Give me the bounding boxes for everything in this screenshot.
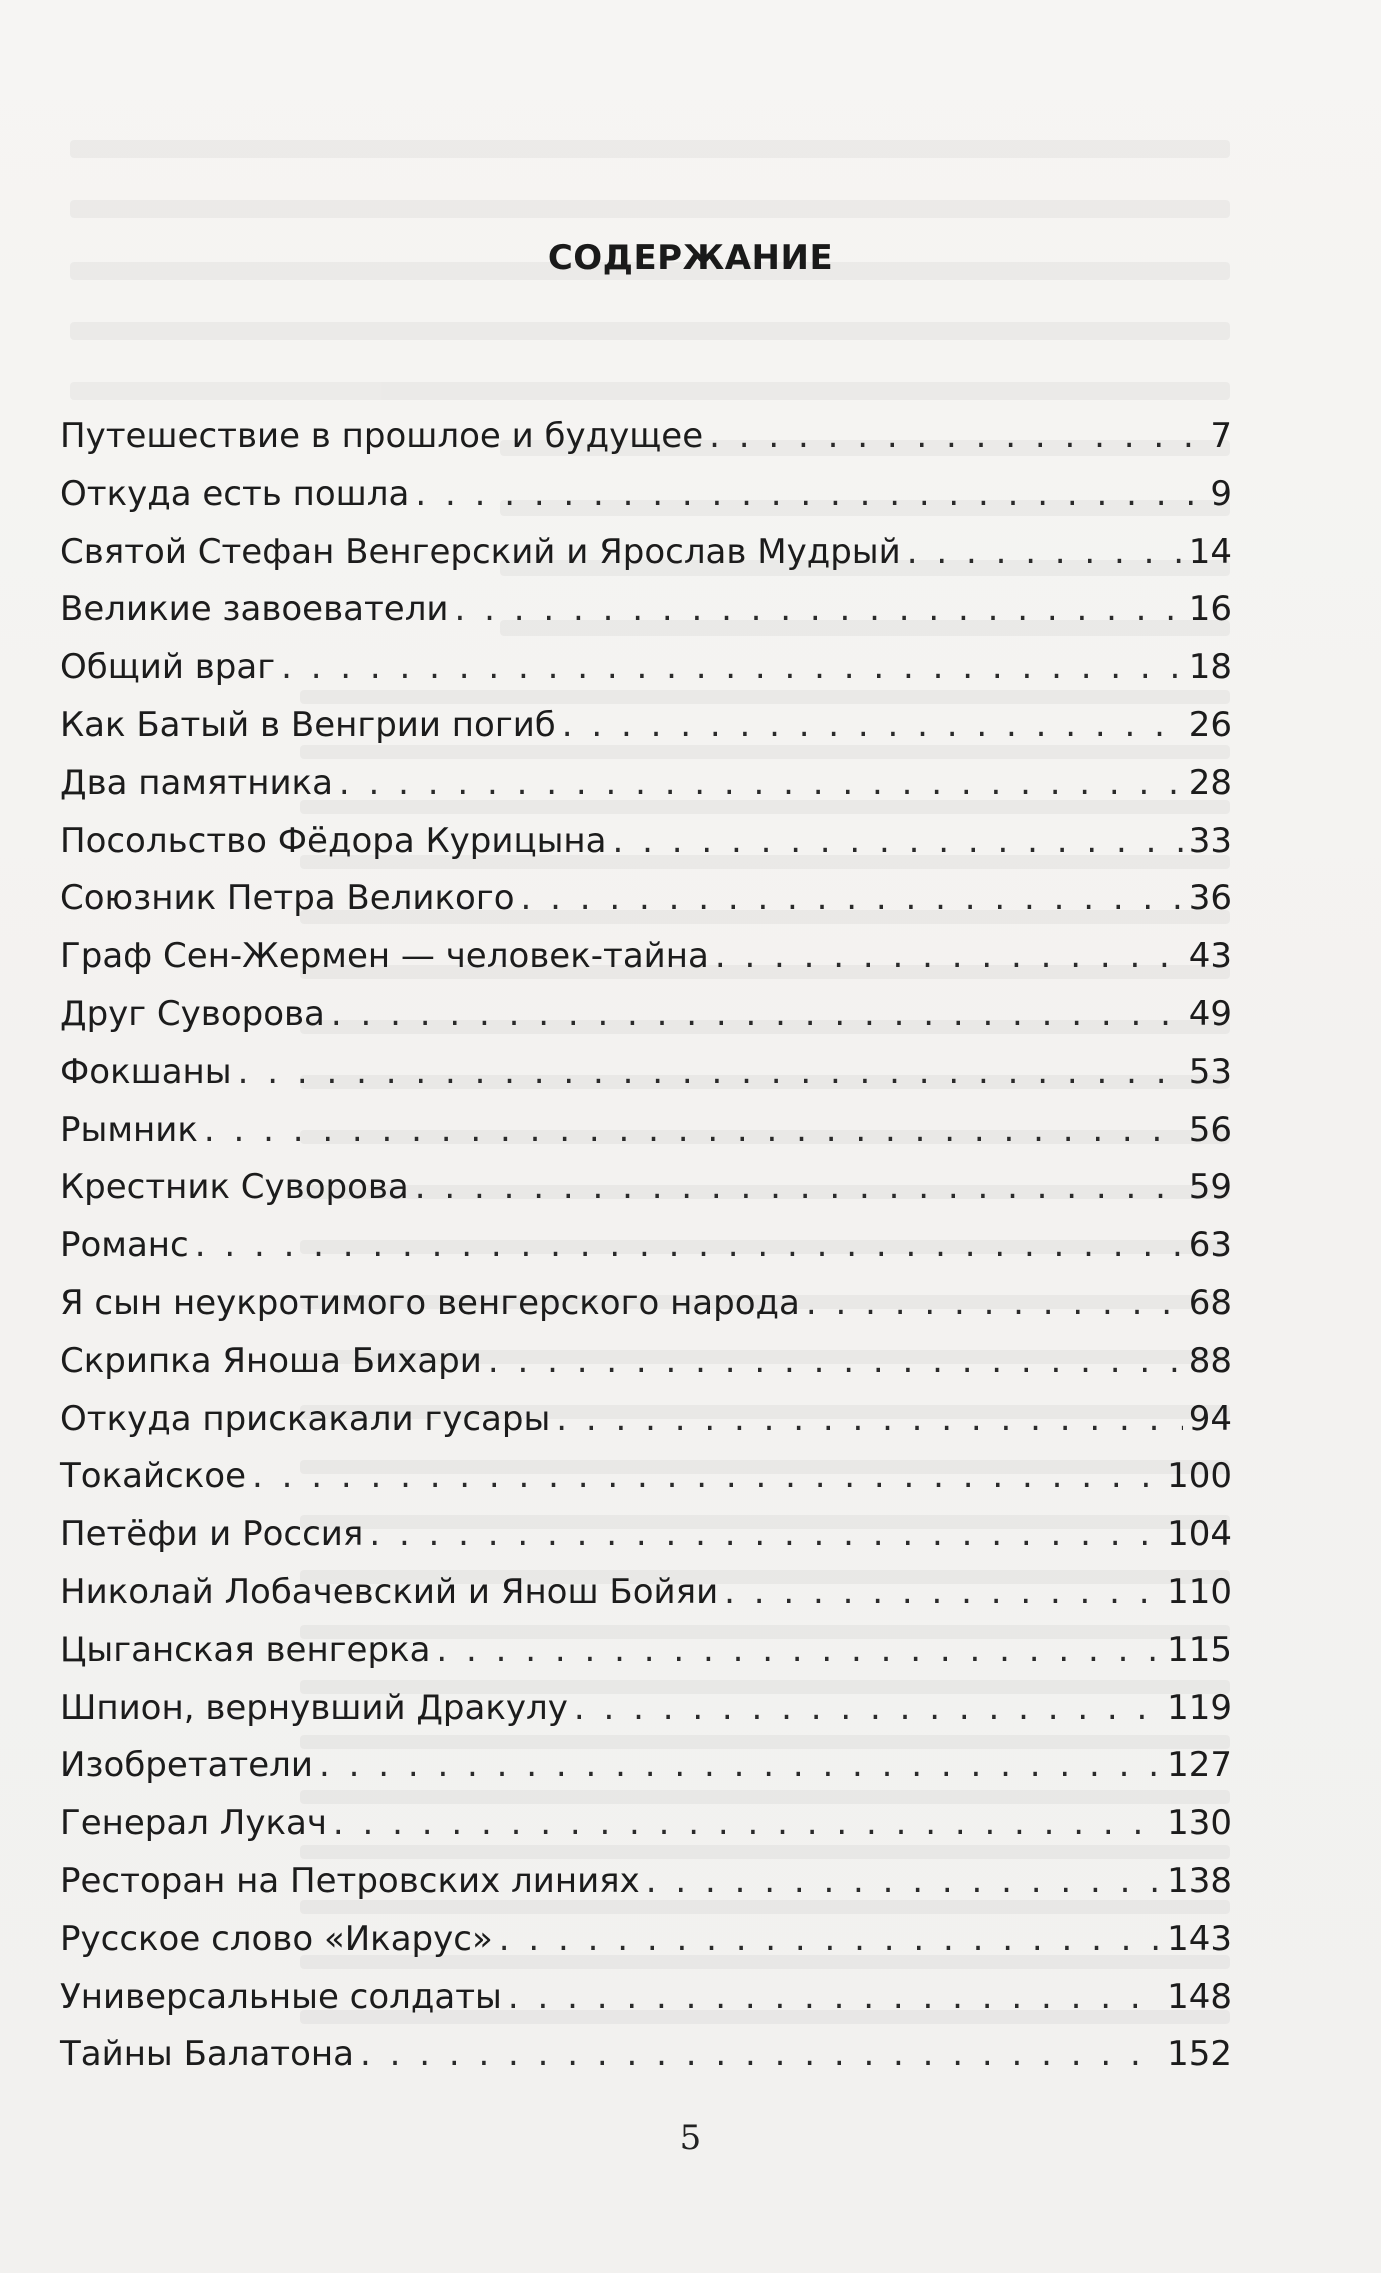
toc-entry-page: 43	[1188, 936, 1232, 977]
toc-entry	[60, 1448, 1232, 1506]
dot-leader	[508, 1969, 1161, 2027]
dot-leader	[562, 697, 1183, 755]
toc-entry-title: Откуда есть пошла	[60, 473, 410, 514]
toc-entry-title: Общий враг	[60, 647, 276, 688]
toc-entry-page: 130	[1167, 1803, 1232, 1844]
page-title: СОДЕРЖАНИЕ	[547, 238, 834, 278]
toc-entry-title: Рымник	[60, 1109, 198, 1150]
dot-leader	[331, 986, 1183, 1044]
toc-entry	[60, 581, 1232, 639]
dot-leader	[195, 1217, 1183, 1275]
toc-entry-page: 53	[1188, 1051, 1232, 1092]
toc-entry-page: 100	[1167, 1456, 1232, 1497]
toc-entry	[60, 408, 1232, 466]
toc-entry-title: Граф Сен-Жермен — человек-тайна	[60, 936, 709, 977]
toc-entry	[60, 2026, 1232, 2084]
toc-entry-title: Ресторан на Петровских линиях	[60, 1860, 640, 1901]
dot-leader	[252, 1448, 1161, 1506]
toc-entry	[60, 1795, 1232, 1853]
dot-leader	[806, 1275, 1183, 1333]
toc-entry-title: Токайское	[60, 1456, 246, 1497]
toc-entry	[60, 813, 1232, 871]
toc-entry-page: 16	[1188, 589, 1232, 630]
dot-leader	[715, 928, 1183, 986]
dot-leader	[455, 581, 1183, 639]
toc-entry-title: Я сын неукротимого венгерского народа	[60, 1282, 800, 1323]
toc-entry-title: Тайны Балатона	[60, 2034, 354, 2075]
toc-entry-title: Крестник Суворова	[60, 1167, 409, 1208]
dot-leader	[556, 1391, 1182, 1449]
dot-leader	[360, 2026, 1161, 2084]
toc-entry	[60, 1680, 1232, 1738]
toc-entry-title: Откуда прискакали гусары	[60, 1398, 551, 1439]
dot-leader	[574, 1680, 1161, 1738]
toc-entry-title: Шпион, вернувший Дракулу	[60, 1687, 568, 1728]
toc-entry	[60, 524, 1232, 582]
toc-entry-title: Фокшаны	[60, 1051, 232, 1092]
toc-entry-page: 18	[1188, 647, 1232, 688]
toc-entry-title: Скрипка Яноша Бихари	[60, 1340, 482, 1381]
toc-entry-title: Русское слово «Икарус»	[60, 1918, 493, 1959]
dot-leader	[319, 1737, 1161, 1795]
table-of-contents	[60, 408, 1232, 2084]
dot-leader	[281, 639, 1183, 697]
toc-entry-title: Генерал Лукач	[60, 1803, 327, 1844]
toc-entry-page: 152	[1167, 2034, 1232, 2075]
toc-entry-page: 59	[1188, 1167, 1232, 1208]
toc-entry	[60, 1737, 1232, 1795]
dot-leader	[339, 755, 1183, 813]
toc-entry	[60, 1391, 1232, 1449]
toc-entry	[60, 1506, 1232, 1564]
toc-entry	[60, 1911, 1232, 1969]
dot-leader	[613, 813, 1183, 871]
toc-entry-title: Как Батый в Венгрии погиб	[60, 704, 556, 745]
toc-entry	[60, 1622, 1232, 1680]
dot-leader	[369, 1506, 1161, 1564]
toc-entry-page: 127	[1167, 1745, 1232, 1786]
toc-entry-page: 26	[1188, 704, 1232, 745]
toc-entry-title: Посольство Фёдора Курицына	[60, 820, 607, 861]
toc-entry-page: 115	[1167, 1629, 1232, 1670]
toc-entry-page: 104	[1167, 1514, 1232, 1555]
toc-entry-page: 94	[1188, 1398, 1232, 1439]
toc-entry-title: Николай Лобачевский и Янош Бойяи	[60, 1571, 719, 1612]
toc-entry-title: Изобретатели	[60, 1745, 313, 1786]
toc-entry-title: Петёфи и Россия	[60, 1514, 364, 1555]
dot-leader	[521, 870, 1183, 928]
toc-entry	[60, 1564, 1232, 1622]
toc-entry	[60, 1853, 1232, 1911]
dot-leader	[709, 408, 1204, 466]
toc-entry	[60, 870, 1232, 928]
toc-entry-page: 9	[1210, 473, 1232, 514]
toc-entry-page: 36	[1188, 878, 1232, 919]
toc-entry	[60, 1217, 1232, 1275]
toc-entry-page: 63	[1188, 1225, 1232, 1266]
toc-entry	[60, 986, 1232, 1044]
toc-entry-title: Друг Суворова	[60, 993, 325, 1034]
toc-entry-title: Романс	[60, 1225, 189, 1266]
dot-leader	[333, 1795, 1161, 1853]
toc-entry	[60, 1333, 1232, 1391]
toc-entry-page: 33	[1188, 820, 1232, 861]
toc-entry-page: 138	[1167, 1860, 1232, 1901]
dot-leader	[238, 1044, 1183, 1102]
toc-entry	[60, 1159, 1232, 1217]
toc-entry-title: Святой Стефан Венгерский и Ярослав Мудрый	[60, 531, 901, 572]
toc-entry	[60, 466, 1232, 524]
toc-entry	[60, 639, 1232, 697]
toc-entry	[60, 1275, 1232, 1333]
toc-entry-page: 49	[1188, 993, 1232, 1034]
toc-entry-title: Цыганская венгерка	[60, 1629, 431, 1670]
toc-entry-title: Союзник Петра Великого	[60, 878, 515, 919]
page-number: 5	[679, 2118, 702, 2158]
toc-entry	[60, 1969, 1232, 2027]
toc-entry-page: 143	[1167, 1918, 1232, 1959]
dot-leader	[415, 1159, 1183, 1217]
toc-entry-page: 14	[1188, 531, 1232, 572]
toc-entry-page: 28	[1188, 762, 1232, 803]
toc-entry-title: Путешествие в прошлое и будущее	[60, 416, 704, 456]
toc-entry-page: 119	[1167, 1687, 1232, 1728]
toc-entry	[60, 1102, 1232, 1160]
dot-leader	[907, 524, 1183, 582]
dot-leader	[724, 1564, 1161, 1622]
dot-leader	[415, 466, 1204, 524]
dot-leader	[488, 1333, 1183, 1391]
toc-entry-title: Два памятника	[60, 762, 333, 803]
toc-entry-title: Великие завоеватели	[60, 589, 449, 630]
toc-entry-page: 110	[1167, 1571, 1232, 1612]
toc-entry	[60, 928, 1232, 986]
toc-entry-page: 56	[1188, 1109, 1232, 1150]
toc-entry-page: 148	[1167, 1976, 1232, 2017]
toc-entry-page: 88	[1188, 1340, 1232, 1381]
toc-entry-page: 7	[1210, 416, 1232, 456]
toc-entry-page: 68	[1188, 1282, 1232, 1323]
toc-entry	[60, 1044, 1232, 1102]
toc-entry	[60, 755, 1232, 813]
dot-leader	[436, 1622, 1161, 1680]
dot-leader	[499, 1911, 1161, 1969]
dot-leader	[204, 1102, 1183, 1160]
toc-entry-title: Универсальные солдаты	[60, 1976, 502, 2017]
dot-leader	[646, 1853, 1161, 1911]
toc-entry	[60, 697, 1232, 755]
